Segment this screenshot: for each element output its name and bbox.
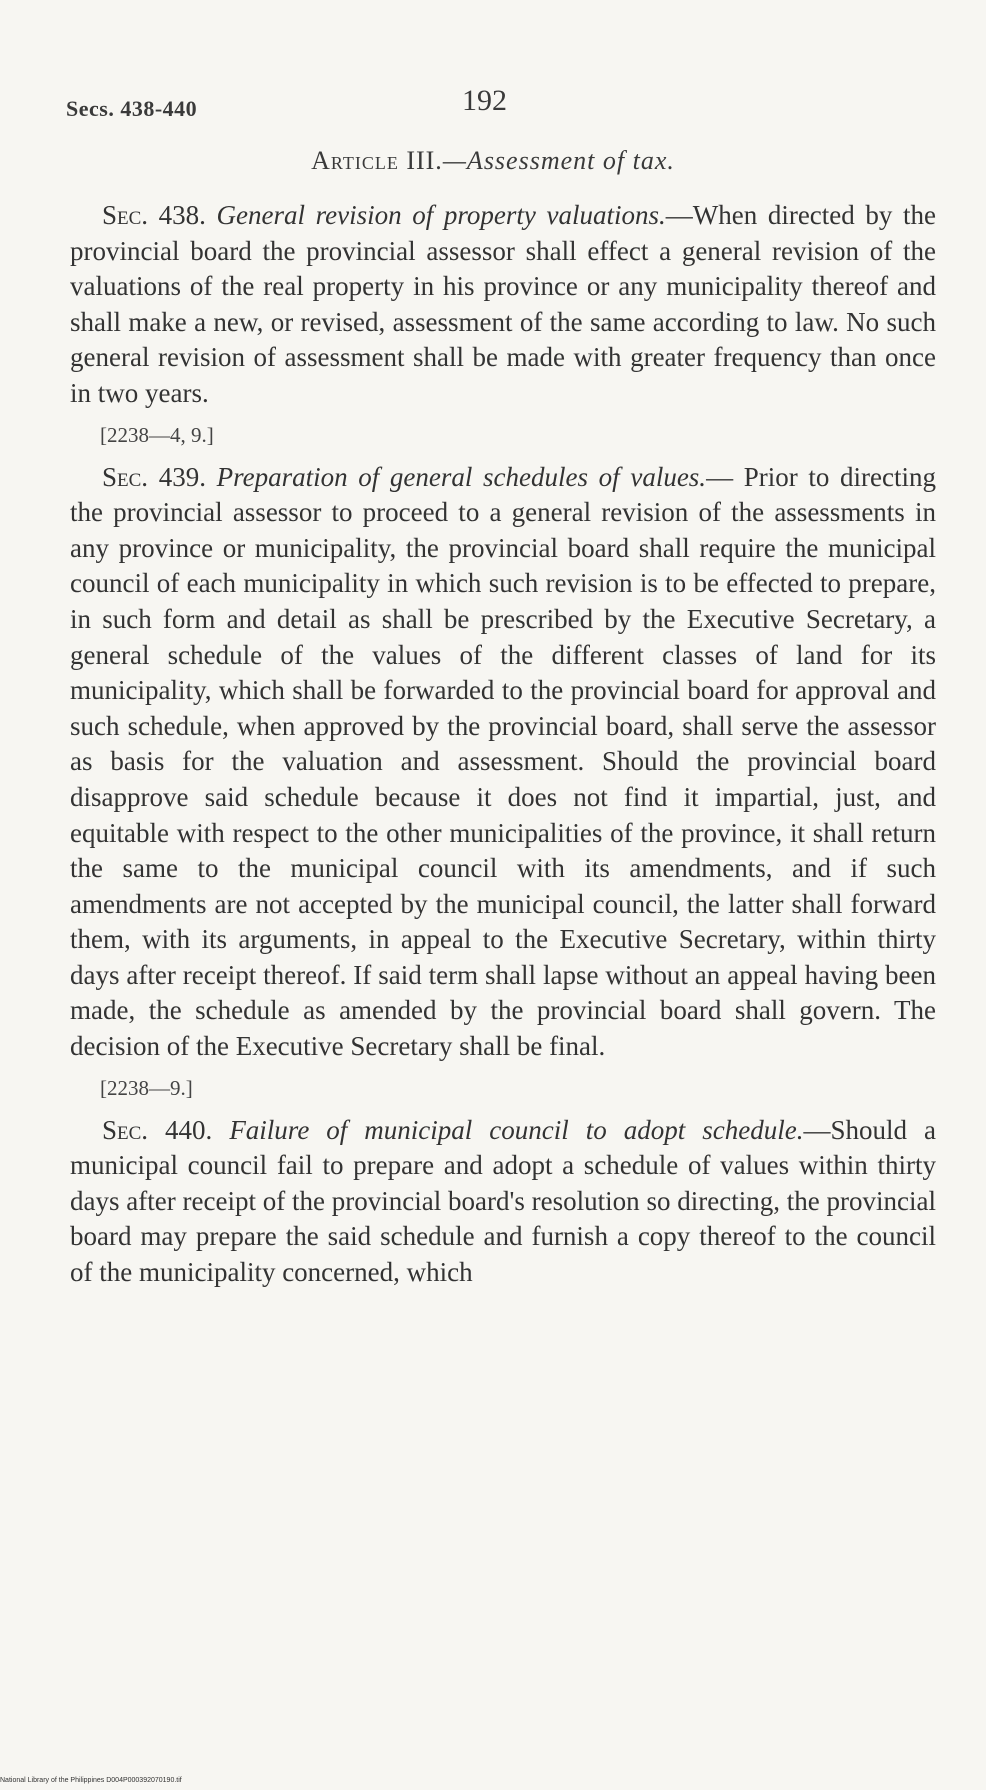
section-number: Sec. 439. <box>102 461 206 492</box>
document-body <box>70 198 936 1291</box>
section-439 <box>70 460 936 1065</box>
section-text: —Should a municipal council fail to prepare and adopt a schedule of values within thirty days after receipt of the provincial board's resolution so directing, the provincial board may prepare the said schedule and furnish a copy thereof to the council of the municipality concerned, which <box>70 1114 936 1288</box>
section-text: —When directed by the provincial board the provincial assessor shall effect a general revision of the valuations of the real property in his province or any municipality thereof and shall make a new, or revised, assessment of the same according to law. No such general revision of assessment shall be made with greater frequency than once in two years. <box>70 200 937 408</box>
section-number: Sec. 438. <box>102 200 206 230</box>
article-label: Article III. <box>311 146 443 175</box>
section-440 <box>70 1113 936 1291</box>
article-heading <box>0 146 986 176</box>
scan-footer: National Library of the Philippines D004P000392070190.tif <box>0 1777 182 1784</box>
section-range-header: Secs. 438-440 <box>66 96 198 121</box>
section-citation: [2238—4, 9.] <box>100 422 214 447</box>
page-number: 192 <box>462 84 507 117</box>
section-title: General revision of property valuations. <box>216 200 666 230</box>
section-citation: [2238—9.] <box>100 1075 193 1100</box>
section-title: Preparation of general schedules of values. <box>216 461 707 492</box>
article-title: —Assessment of tax. <box>442 146 675 175</box>
section-title: Failure of municipal council to adopt schedule. <box>229 1114 804 1145</box>
section-438 <box>70 198 936 412</box>
section-number: Sec. 440. <box>102 1114 213 1145</box>
section-text: — Prior to directing the provincial assessor to proceed to a general revision of the assessments in any province or municipality, the provincial board shall require the municipal council of each municipality in which such revision is to be effected to prepare, in such form and detail as shall be prescribed by the Executive Secretary, a general schedule of the values of the different classes of land for its municipality, which shall be forwarded to the provincial board for approval and such schedule, when approved by the provincial board, shall serve the assessor as basis for the valuation and assessment. Should the provincial board disapprove said schedule because it does not find it impartial, just, and equitable with respect to the other municipalities of the province, it shall return the same to the municipal council with its amendments, and if such amendments are not accepted by the municipal council, the latter shall forward them, with its arguments, in appeal to the Executive Secretary, within thirty days after receipt thereof. If said term shall lapse without an appeal having been made, the schedule as amended by the provincial board shall govern. The decision of the Executive Secretary shall be final. <box>70 461 936 1062</box>
